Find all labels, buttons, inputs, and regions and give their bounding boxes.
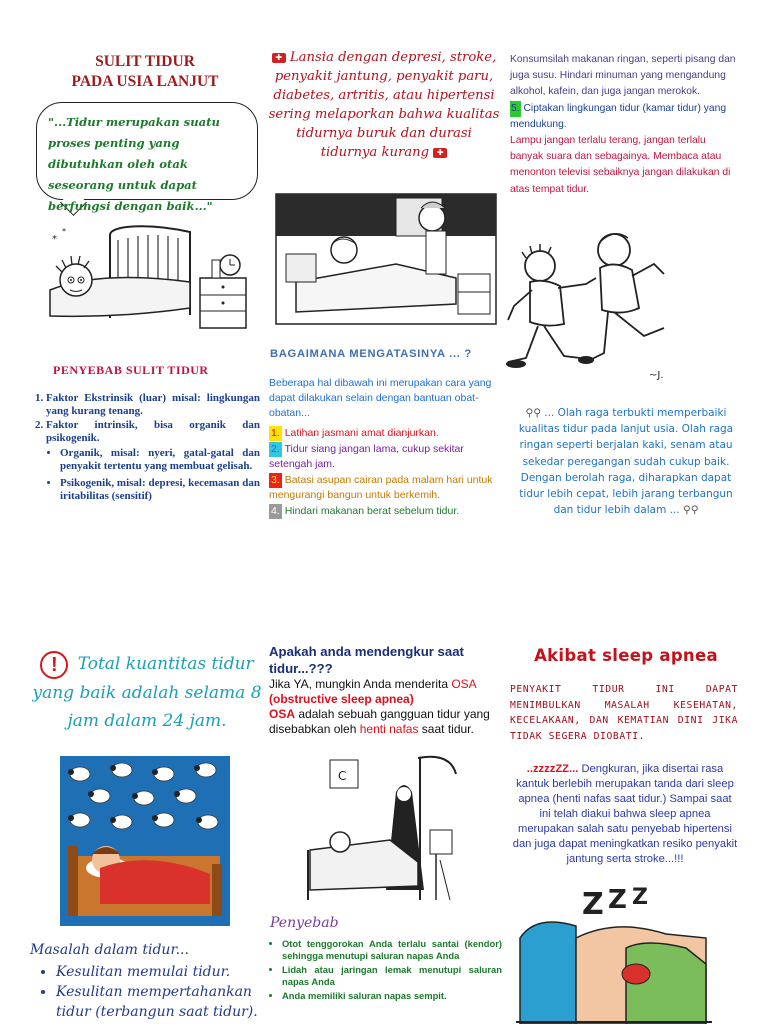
cause-item — [46, 419, 260, 503]
title-line-2: PADA USIA LANJUT — [71, 73, 219, 90]
svg-text:Z: Z — [608, 885, 627, 915]
jika-prefix: Jika YA, mungkin Anda menderita — [269, 677, 452, 691]
zzz-text: ..zzzzZZ... — [526, 763, 579, 775]
masalah-item: • Kesulitan memulai tidur. — [56, 962, 270, 982]
sleeping-child-sheep-illustration — [60, 756, 230, 926]
step-item — [269, 442, 505, 472]
tips-column — [510, 52, 738, 198]
osa-label: OSA — [451, 677, 477, 691]
step-item — [269, 426, 505, 441]
step-number: 1. — [271, 427, 280, 439]
masalah-section — [30, 940, 270, 1022]
step-number: 4. — [271, 505, 280, 517]
osa-def: adalah sebuah gangguan tidur yang disebabkan oleh — [269, 707, 490, 736]
svg-text:C: C — [338, 769, 347, 783]
cause-text: Faktor intrinsik, bisa organik dan psikogenik. — [46, 419, 260, 444]
lansia-body: Lansia dengan depresi, stroke, penyakit jantung, penyakit paru, diabetes, artritis, atau hipertensi sering melaporkan bahwa kualitas tidurnya buruk dan durasi tidurnya kurang — [268, 50, 500, 160]
ambulance-icon: ✚ — [272, 53, 286, 63]
snoring-man-illustration — [516, 878, 712, 1024]
step-text: Batasi asupan cairan pada malam hari untuk mengurangi bangun untuk berkemih. — [269, 474, 493, 501]
olahraga-text — [514, 405, 738, 518]
running-people-illustration — [504, 228, 674, 388]
beberapa-text: Beberapa hal dibawah ini merupakan cara yang dapat dilakukan selain dengan bantuan obat-obatan... — [269, 377, 492, 419]
bicycle-icon: ⚲⚲ — [683, 504, 699, 517]
title-line-1: SULIT TIDUR — [95, 53, 195, 70]
bicycle-icon: ⚲⚲ — [525, 407, 541, 419]
lampu-text: Lampu jangan terlalu terang, jangan terlalu banyak suara dan sebagainya. Membaca atau menonton televisi sebaiknya jangan dilakukan di atas tempat tidur. — [510, 135, 731, 195]
step-item — [269, 473, 505, 503]
dengkuran-body: Dengkuran, jika disertai rasa kantuk berlebih merupakan tanda dari sleep apnea (henti nafas saat tidur.) Sampai saat ini telah diakui bahwa sleep apnea merupakan salah satu penyebab hipertensi dan juga dapat meningkatkan resiko penyakit jantung serta stroke...!!! — [512, 763, 738, 865]
step-item — [269, 504, 505, 519]
svg-text:Z: Z — [632, 885, 648, 910]
masalah-item: • Kesulitan mempertahankan tidur (terbangun saat tidur). — [56, 982, 270, 1022]
olahraga-body: ... Olah raga terbukti memperbaiki kualitas tidur pada lanjut usia. Olah raga ringan seperti berjalan kaki, senam atau sekedar peregangan sudah cukup baik. Dengan berolah raga, diharapkan dapat tidur lebih cepat, lebih jarang terbangun dan tidur lebih dalam ... — [518, 407, 734, 517]
svg-text:*: * — [52, 234, 57, 245]
causes-list — [28, 392, 260, 507]
penyebab-heading-2: Penyebab — [270, 915, 339, 931]
konsumsi-text: Konsumsilah makanan ringan, seperti pisang dan juga susu. Hindari minuman yang mengandung alkohol, kafein, dan juga jangan merokok. — [510, 54, 736, 98]
step-text: Tidur siang jangan lama, cukup sekitar setengah jam. — [269, 443, 464, 470]
sub-cause-item: • Psikogenik, misal: depresi, kecemasan dan iritabilitas (sensitif) — [60, 477, 260, 503]
exclamation-icon: ! — [40, 651, 68, 679]
osa-label: OSA — [269, 707, 296, 721]
step-text: Ciptakan lingkungan tidur (kamar tidur) yang mendukung. — [510, 102, 727, 130]
penyebab-item: • Lidah atau jaringan lemak menutupi saluran napas Anda — [282, 964, 502, 988]
svg-text:*: * — [62, 227, 66, 236]
page-title — [40, 52, 250, 92]
penyebab-item: • Otot tenggorokan Anda terlalu santai (kendor) sehingga menutupi saluran napas Anda — [282, 938, 502, 962]
masalah-heading: Masalah dalam tidur... — [30, 942, 189, 958]
akibat-heading: Akibat sleep apnea — [534, 646, 718, 665]
step-5 — [510, 101, 738, 133]
penyebab-heading: PENYEBAB SULIT TIDUR — [53, 363, 209, 377]
steps-list — [269, 426, 505, 519]
dengkuran-text — [512, 762, 738, 867]
henti-nafas: henti nafas — [359, 722, 419, 736]
svg-text:Z: Z — [582, 887, 604, 922]
quote-text: "...Tidur merupakan suatu proses penting yang dibutuhkan oleh otak seseorang untuk dapat berfungsi dengan baik..." — [48, 115, 220, 213]
sleepless-man-illustration — [40, 220, 255, 338]
sub-cause-item: • Organik, misal: nyeri, gatal-gatal dan penyakit tertentu yang membuat gelisah. — [60, 447, 260, 473]
osa-text — [269, 677, 505, 737]
ambulance-icon: ✚ — [433, 148, 447, 158]
osa-def-end: saat tidur. — [418, 722, 474, 736]
penyebab-item: • Anda memiliki saluran napas sempit. — [282, 990, 502, 1002]
total-sleep-text — [32, 650, 262, 735]
bagaimana-heading: BAGAIMANA MENGATASINYA ... ? — [270, 348, 472, 360]
penyebab-list — [270, 938, 502, 1004]
lansia-text — [266, 48, 502, 162]
total-sleep-body: Total kuantitas tidur yang baik adalah selama 8 jam dalam 24 jam. — [32, 654, 262, 731]
svg-text:~J.: ~J. — [649, 370, 664, 381]
step-text: Hindari makanan berat sebelum tidur. — [284, 505, 460, 517]
grim-reaper-illustration — [300, 750, 460, 908]
step-number: 3. — [271, 474, 280, 486]
step-text: Latihan jasmani amat dianjurkan. — [284, 427, 439, 439]
penyakit-text: PENYAKIT TIDUR INI DAPAT MENIMBULKAN MASALAH KESEHATAN, KECELAKAAN, DAN KEMATIAN DINI JIKA TIDAK SEGERA DIOBATI. — [510, 684, 738, 742]
apakah-heading: Apakah anda mendengkur saat tidur...??? — [269, 644, 464, 676]
osa-full: (obstructive sleep apnea) — [269, 692, 414, 706]
doctor-patient-illustration — [276, 194, 496, 324]
step-number: 2. — [271, 443, 280, 455]
cause-item: 1. Faktor Ekstrinsik (luar) misal: lingkungan yang kurang tenang. — [46, 392, 260, 418]
step-number: 5. — [510, 101, 521, 117]
